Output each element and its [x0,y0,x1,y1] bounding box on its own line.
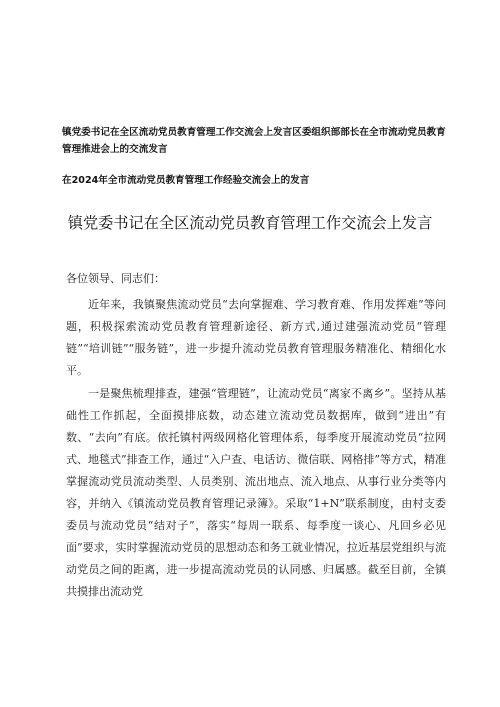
body-paragraph-2: 一是聚焦梳理排查，建强“管理链”，让流动党员“离家不离乡”。坚持从基础性工作抓起，全面摸排底数，动态建立流动党员数据库，做到“进出”有数、“去向”有底。依托镇村两级网格化管理体系，每季度开展流动党员“拉网式、地毯式”排查工作，通过“入户查、电话访、微信联、网格排”等方式，精准掌握流动党员流动类型、人员类别、流出地点、流入地点、从事行业分类等内容，并纳入《镇流动党员教育管理记录簿》。采取“1+N”联系制度，由村支委委员与流动党员“结对子”，落实“每周一联系、每季度一谈心、凡回乡必见面”要求，实时掌握流动党员的思想动态和务工就业情况，拉近基层党组织与流动党员之间的距离，进一步提高流动党员的认同感、归属感。截至目前，全镇共摸排出流动党 [66,387,446,598]
body-paragraph-1: 近年来，我镇聚焦流动党员“去向掌握难、学习教育难、作用发挥难”等问题，积极探索流动党员教育管理新途径、新方式,通过建强流动党员“管理链”“培训链”“服务链”，进一步提升流动党员教育管理服务精准化、精细化水平。 [66,298,446,377]
related-article-line-3: 在2024年全市流动党员教育管理工作经验交流会上的发言 [62,175,310,186]
document-title: 镇党委书记在全区流动党员教育管理工作交流会上发言 [67,214,433,232]
document-body [66,268,446,604]
related-articles-list [62,124,462,189]
related-article-line-1: 镇党委书记在全区流动党员教育管理工作交流会上发言区委组织部部长在全市流动党员教育 [62,127,446,138]
salutation: 各位领导、同志们： [66,272,165,285]
related-article-line-2: 管理推进会上的交流发言 [62,144,168,155]
